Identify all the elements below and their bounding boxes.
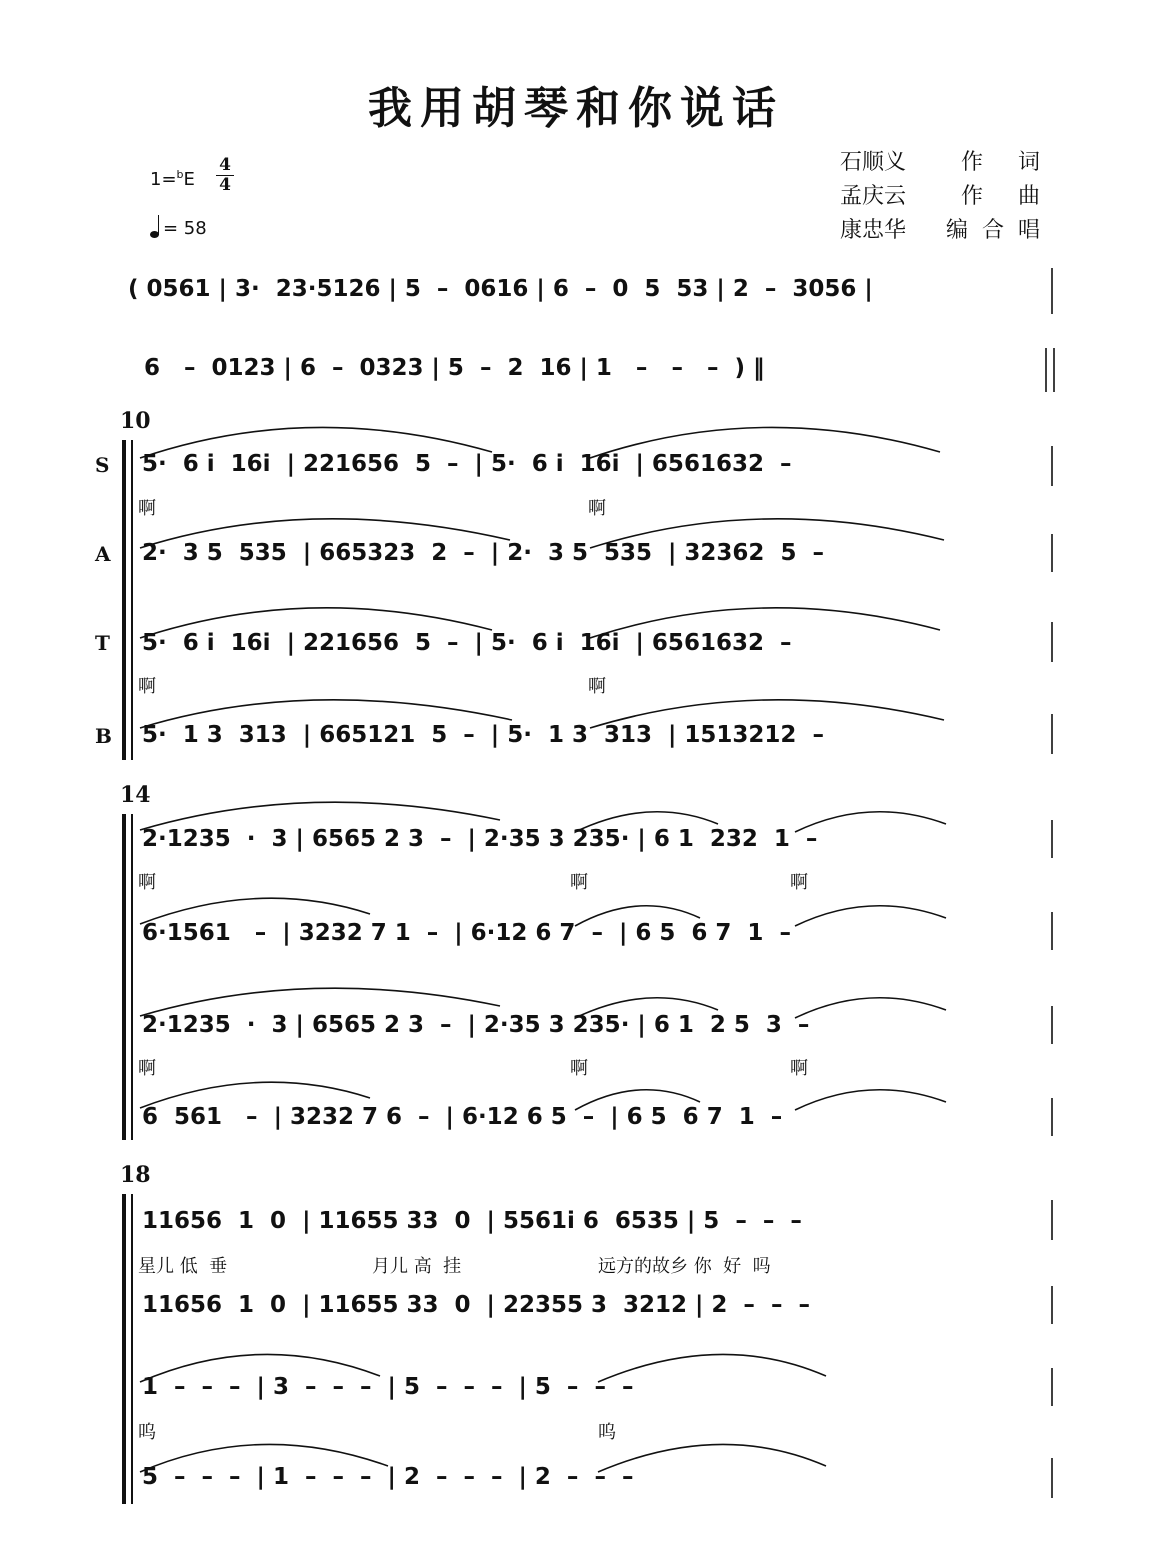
bass-notes: 6 561 – | 3232 7 6 – | 6·12 6 5 – | 6 5 6 7 1 – (142, 1104, 783, 1130)
time-signature: 4 4 (216, 156, 234, 195)
tenor-notes: 5· 6 i 16i | 221656 5 – | 5· 6 i 16i | 6561632 – (142, 630, 792, 656)
measure-number-10: 10 (120, 408, 151, 434)
tenor-lyric-1: 呜 (138, 1422, 156, 1443)
soprano-lyric-3: 啊 (790, 872, 808, 893)
tenor-lyric-3: 啊 (790, 1058, 808, 1079)
soprano-lyric-2: 啊 (570, 872, 588, 893)
credit-arranger: 康忠华 编合唱 (839, 218, 1054, 243)
credit-composer: 孟庆云 作 曲 (839, 184, 1054, 209)
tempo-marking: = 58 (150, 218, 207, 239)
tenor-lyric-2: 啊 (588, 676, 606, 697)
tenor-notes: 1 – – – | 3 – – – | 5 – – – | 5 – – – (142, 1374, 634, 1400)
intro-line-2: 6 – 0123 | 6 – 0323 | 5 – 2 16 | 1 – – – ) ‖ (144, 355, 765, 381)
lyric-phrase-1: 星儿 低 垂 (138, 1256, 228, 1277)
tenor-lyric-1: 啊 (138, 676, 156, 697)
voice-label-alto: A (95, 542, 111, 566)
alto-notes: 11656 1 0 | 11655 33 0 | 22355 3 3212 | 2 – – – (142, 1292, 810, 1318)
bass-notes: 5· 1 3 313 | 665121 5 – | 5· 1 3 313 | 1513212 – (142, 722, 824, 748)
soprano-notes: 5· 6 i 16i | 221656 5 – | 5· 6 i 16i | 6561632 – (142, 451, 792, 477)
intro-line-1: ( 0561 | 3· 23·5126 | 5 – 0616 | 6 – 0 5 53 | 2 – 3056 | (128, 276, 873, 302)
soprano-notes: 11656 1 0 | 11655 33 0 | 5561i 6 6535 | 5 – – – (142, 1208, 802, 1234)
key-signature: 1=$^b$E (150, 168, 195, 190)
soprano-notes: 2·1235 · 3 | 6565 2 3 – | 2·35 3 235· | 6 1 232 1 – (142, 826, 818, 852)
alto-notes: 2· 3 5 535 | 665323 2 – | 2· 3 5 535 | 32362 5 – (142, 540, 824, 566)
soprano-lyric-2: 啊 (588, 498, 606, 519)
measure-number-14: 14 (120, 782, 151, 808)
soprano-lyric-1: 啊 (138, 498, 156, 519)
tenor-lyric-1: 啊 (138, 1058, 156, 1079)
voice-label-tenor: T (95, 631, 110, 655)
bass-notes: 5 – – – | 1 – – – | 2 – – – | 2 – – – (142, 1464, 634, 1490)
measure-number-18: 18 (120, 1162, 151, 1188)
lyric-phrase-2: 月儿 高 挂 (372, 1256, 462, 1277)
tenor-lyric-2: 啊 (570, 1058, 588, 1079)
soprano-lyric-1: 啊 (138, 872, 156, 893)
tenor-lyric-2: 呜 (598, 1422, 616, 1443)
voice-label-bass: B (95, 724, 112, 748)
score-title: 我用胡琴和你说话 (368, 83, 784, 134)
lyric-phrase-3: 远方的故乡 你 好 吗 (598, 1256, 771, 1277)
voice-label-soprano: S (95, 453, 110, 477)
tenor-notes: 2·1235 · 3 | 6565 2 3 – | 2·35 3 235· | 6 1 2 5 3 – (142, 1012, 810, 1038)
alto-notes: 6·1561 – | 3232 7 1 – | 6·12 6 7 – | 6 5 6 7 1 – (142, 920, 791, 946)
credit-lyricist: 石顺义 作 词 (839, 150, 1054, 175)
